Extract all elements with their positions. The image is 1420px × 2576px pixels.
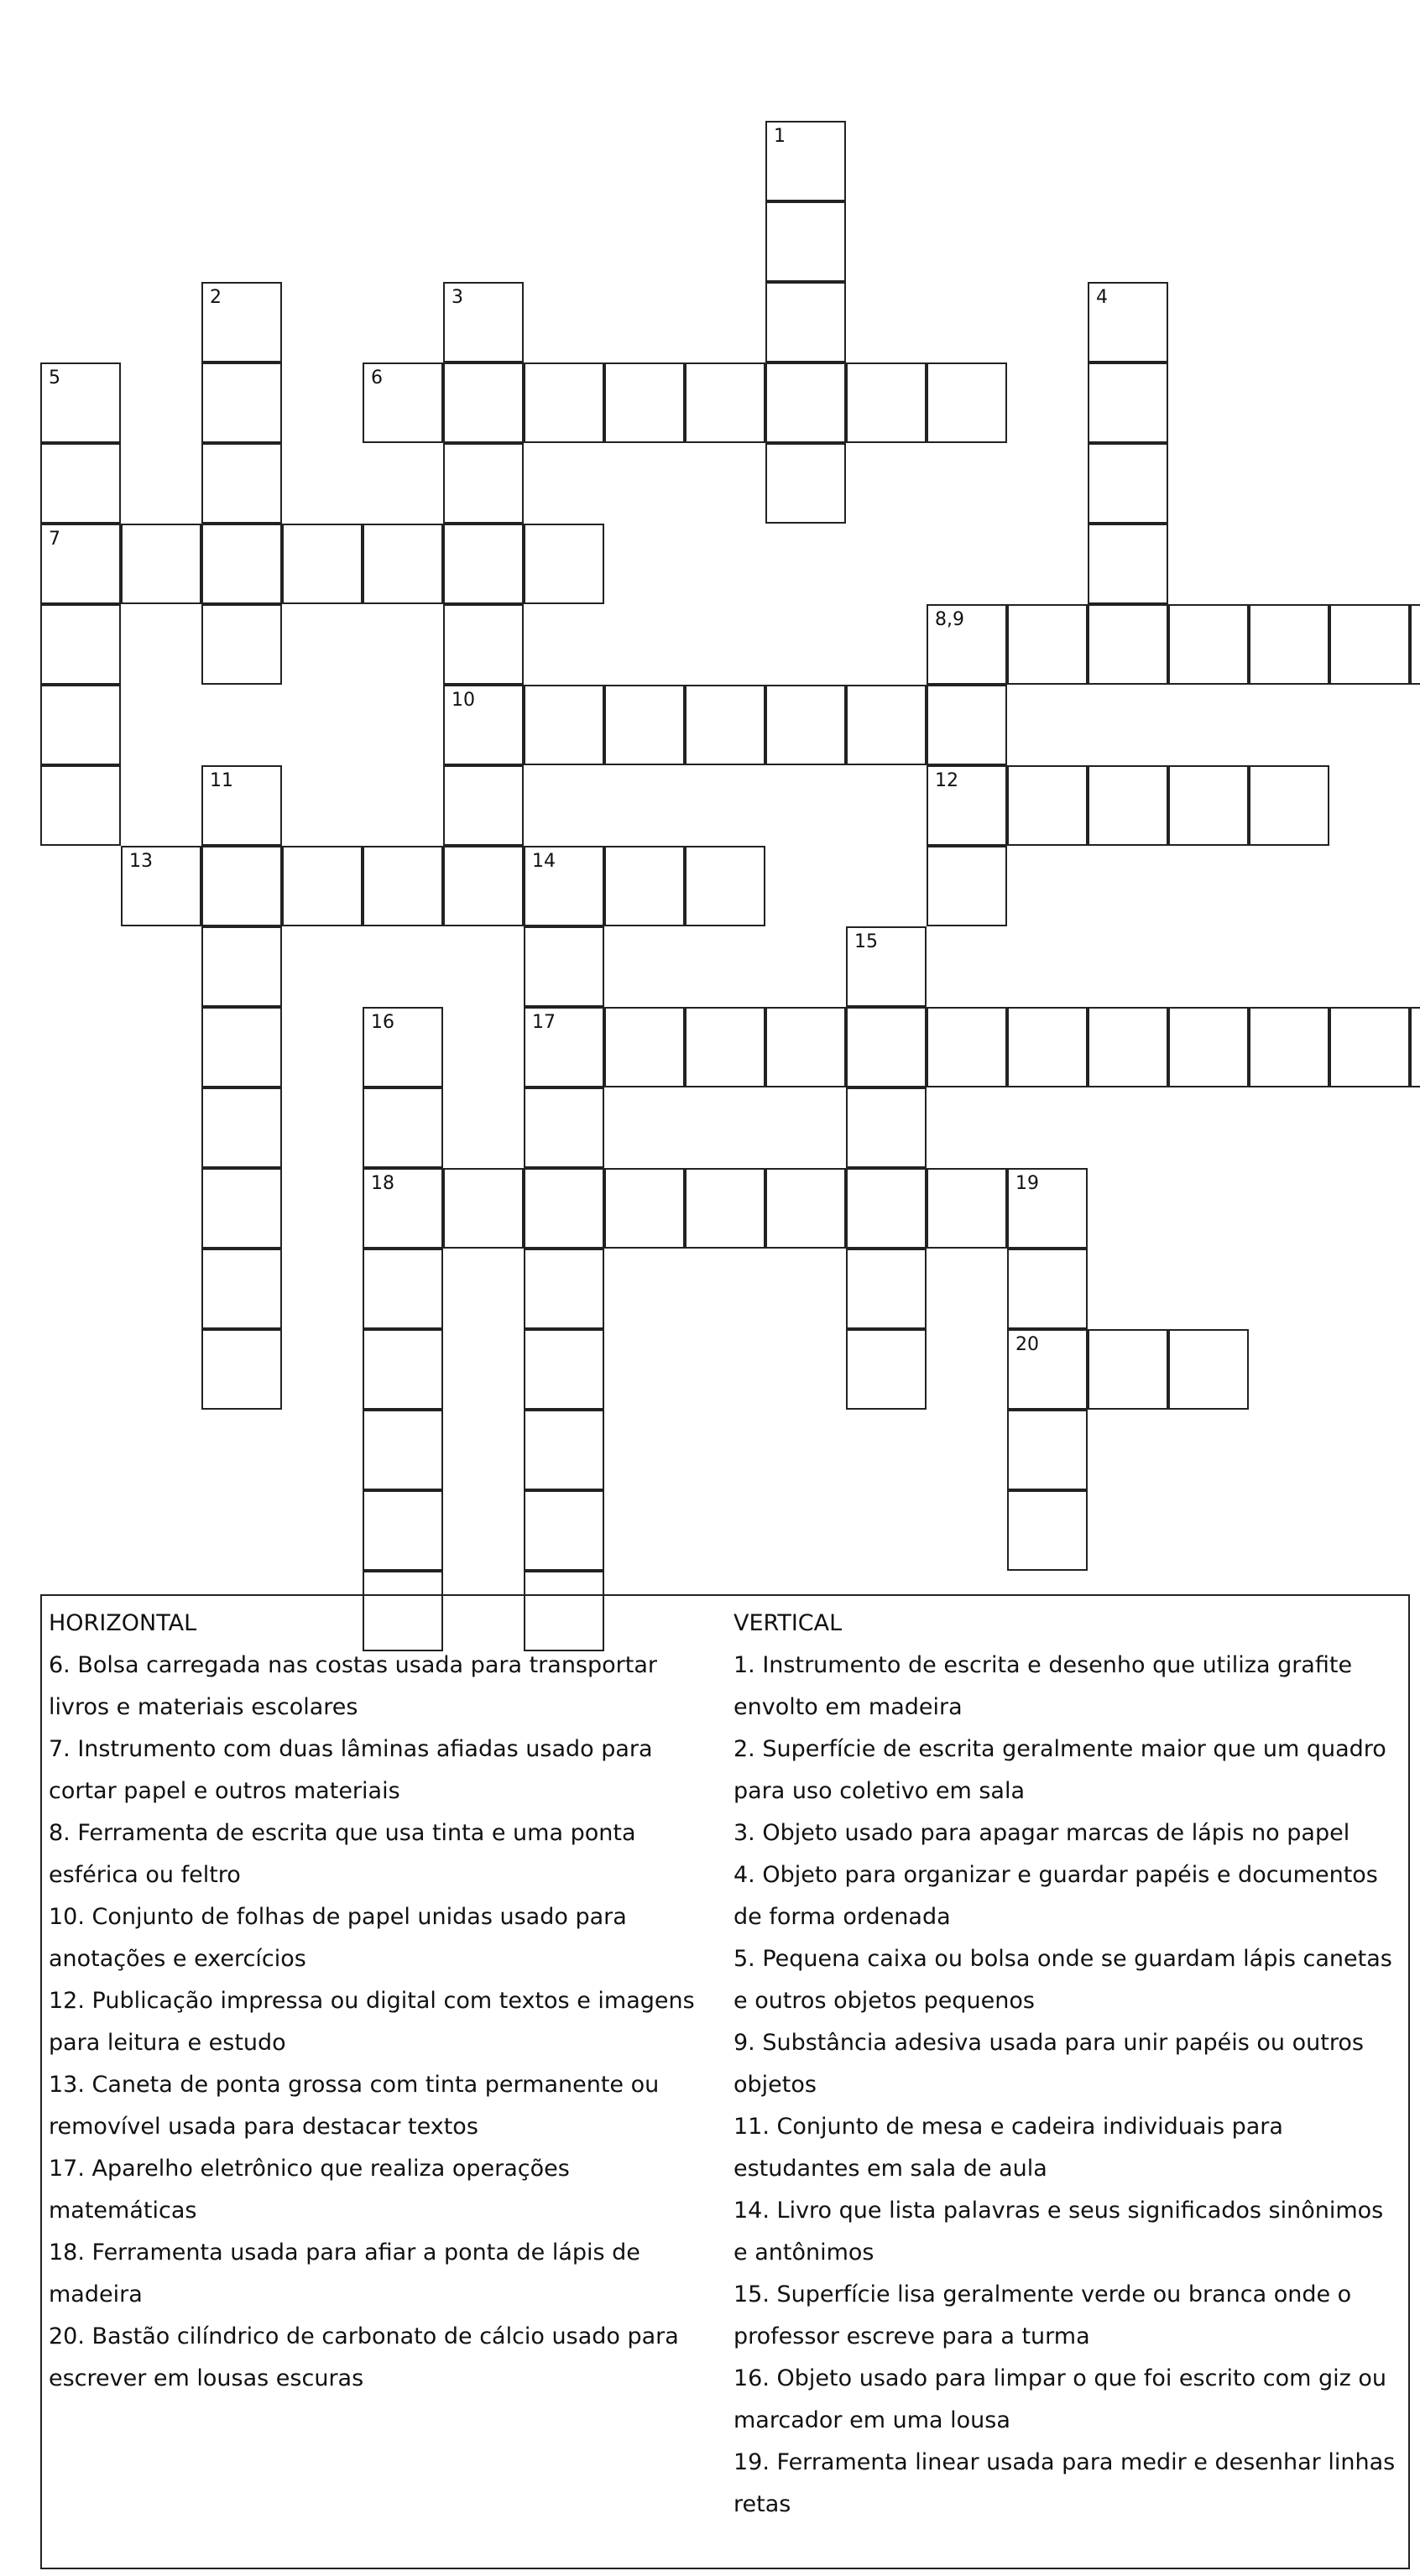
crossword-cell[interactable]: [524, 362, 604, 443]
crossword-cell[interactable]: [604, 846, 685, 926]
clue-v-14: 14. Livro que lista palavras e seus significados sinônimos e antônimos: [733, 2198, 1384, 2266]
crossword-cell[interactable]: [40, 685, 121, 765]
crossword-cell[interactable]: [765, 362, 846, 443]
clue-number: 4: [1096, 287, 1108, 308]
crossword-cell[interactable]: [1088, 1007, 1168, 1087]
crossword-cell-20[interactable]: [1007, 1329, 1088, 1410]
crossword-cell[interactable]: [1168, 765, 1249, 846]
crossword-cell[interactable]: [846, 1249, 927, 1329]
crossword-cell-7[interactable]: [40, 524, 121, 604]
crossword-cell[interactable]: [1007, 1490, 1088, 1571]
crossword-cell[interactable]: [1410, 604, 1420, 685]
clue-h-7: 7. Instrumento com duas lâminas afiadas usado para cortar papel e outros materiais: [49, 1736, 653, 1804]
crossword-cell[interactable]: [1007, 1249, 1088, 1329]
crossword-cell[interactable]: [1088, 524, 1168, 604]
clue-v-11: 11. Conjunto de mesa e cadeira individuais para estudantes em sala de aula: [733, 2114, 1283, 2182]
clue-number: 20: [1015, 1334, 1039, 1355]
crossword-cell[interactable]: [1007, 604, 1088, 685]
clue-v-3: 3. Objeto usado para apagar marcas de lápis no papel: [733, 1820, 1350, 1846]
crossword-cell[interactable]: [524, 1087, 604, 1168]
crossword-cell[interactable]: [282, 846, 363, 926]
crossword-cell[interactable]: [363, 1249, 443, 1329]
crossword-cell-8-9[interactable]: [927, 604, 1007, 685]
clue-number: 6: [371, 368, 383, 388]
crossword-cell[interactable]: [524, 1410, 604, 1490]
crossword-cell[interactable]: [846, 362, 927, 443]
horizontal-title: HORIZONTAL: [49, 1610, 197, 1636]
crossword-cell[interactable]: [201, 846, 282, 926]
clue-number: 10: [452, 690, 475, 711]
crossword-cell-2[interactable]: [201, 282, 282, 362]
clue-number: 5: [49, 368, 60, 388]
clue-number: 14: [532, 851, 556, 872]
crossword-cell-17[interactable]: [524, 1007, 604, 1087]
clue-v-19: 19. Ferramenta linear usada para medir e desenhar linhas retas: [733, 2449, 1396, 2517]
crossword-cell[interactable]: [201, 1087, 282, 1168]
crossword-cell[interactable]: [1088, 443, 1168, 524]
crossword-cell[interactable]: [846, 1329, 927, 1410]
crossword-cell-14[interactable]: [524, 846, 604, 926]
crossword-cell[interactable]: [524, 685, 604, 765]
clues-box: [40, 1594, 1410, 2569]
crossword-cell[interactable]: [1007, 1410, 1088, 1490]
crossword-cell[interactable]: [363, 1490, 443, 1571]
crossword-cell[interactable]: [1168, 1329, 1249, 1410]
crossword-cell[interactable]: [1249, 1007, 1329, 1087]
crossword-cell[interactable]: [40, 604, 121, 685]
clue-number: 8,9: [935, 609, 964, 630]
crossword-cell-3[interactable]: [443, 282, 524, 362]
crossword-cell[interactable]: [201, 604, 282, 685]
clue-v-5: 5. Pequena caixa ou bolsa onde se guardam lápis canetas e outros objetos pequenos: [733, 1946, 1392, 2014]
crossword-cell[interactable]: [927, 1007, 1007, 1087]
crossword-cell-13[interactable]: [121, 846, 201, 926]
clue-number: 18: [371, 1173, 394, 1194]
clue-h-17: 17. Aparelho eletrônico que realiza operações matemáticas: [49, 2156, 570, 2224]
clue-h-6: 6. Bolsa carregada nas costas usada para transportar livros e materiais escolares: [49, 1652, 657, 1720]
crossword-cell[interactable]: [363, 1087, 443, 1168]
crossword-cell[interactable]: [524, 1168, 604, 1249]
crossword-cell[interactable]: [927, 1168, 1007, 1249]
clue-number: 11: [210, 770, 233, 791]
crossword-cell[interactable]: [1088, 1329, 1168, 1410]
clue-number: 1: [774, 126, 786, 147]
crossword-cell[interactable]: [846, 685, 927, 765]
crossword-cell[interactable]: [685, 362, 765, 443]
crossword-cell[interactable]: [846, 1168, 927, 1249]
crossword-cell[interactable]: [121, 524, 201, 604]
crossword-cell[interactable]: [524, 1249, 604, 1329]
crossword-cell[interactable]: [604, 362, 685, 443]
clue-v-16: 16. Objeto usado para limpar o que foi escrito com giz ou marcador em uma lousa: [733, 2365, 1387, 2433]
crossword-cell[interactable]: [846, 1007, 927, 1087]
crossword-cell-1[interactable]: [765, 121, 846, 201]
crossword-cell[interactable]: [1168, 1007, 1249, 1087]
crossword-cell[interactable]: [927, 362, 1007, 443]
crossword-cell[interactable]: [201, 362, 282, 443]
crossword-cell-5[interactable]: [40, 362, 121, 443]
crossword-cell-11[interactable]: [201, 765, 282, 846]
crossword-cell[interactable]: [40, 443, 121, 524]
crossword-cell[interactable]: [40, 765, 121, 846]
crossword-cell[interactable]: [201, 1249, 282, 1329]
clue-number: 17: [532, 1012, 556, 1033]
crossword-cell[interactable]: [604, 685, 685, 765]
crossword-cell[interactable]: [685, 1168, 765, 1249]
crossword-cell[interactable]: [927, 846, 1007, 926]
clue-h-20: 20. Bastão cilíndrico de carbonato de cálcio usado para escrever em lousas escuras: [49, 2323, 679, 2391]
clue-number: 13: [129, 851, 153, 872]
crossword-cell[interactable]: [524, 524, 604, 604]
crossword-cell[interactable]: [201, 1329, 282, 1410]
crossword-cell[interactable]: [363, 1410, 443, 1490]
crossword-cell[interactable]: [1329, 604, 1410, 685]
horizontal-clues: [49, 1603, 712, 2400]
crossword-cell[interactable]: [765, 201, 846, 282]
crossword-cell[interactable]: [443, 524, 524, 604]
clue-v-2: 2. Superfície de escrita geralmente maior que um quadro para uso coletivo em sala: [733, 1736, 1386, 1804]
clue-number: 3: [452, 287, 463, 308]
crossword-cell[interactable]: [685, 685, 765, 765]
clue-number: 16: [371, 1012, 394, 1033]
clue-h-12: 12. Publicação impressa ou digital com textos e imagens para leitura e estudo: [49, 1988, 695, 2056]
crossword-cell[interactable]: [765, 443, 846, 524]
crossword-cell[interactable]: [201, 926, 282, 1007]
clue-v-9: 9. Substância adesiva usada para unir papéis ou outros objetos: [733, 2030, 1364, 2098]
crossword-cell[interactable]: [443, 765, 524, 846]
crossword-cell[interactable]: [604, 1168, 685, 1249]
clue-v-4: 4. Objeto para organizar e guardar papéis e documentos de forma ordenada: [733, 1862, 1378, 1930]
crossword-cell[interactable]: [604, 1007, 685, 1087]
crossword-cell[interactable]: [1249, 765, 1329, 846]
crossword-cell[interactable]: [846, 1087, 927, 1168]
crossword-cell-19[interactable]: [1007, 1168, 1088, 1249]
vertical-title: VERTICAL: [733, 1610, 843, 1636]
crossword-cell[interactable]: [765, 1007, 846, 1087]
crossword-cell[interactable]: [765, 685, 846, 765]
crossword-cell[interactable]: [363, 1329, 443, 1410]
crossword-cell[interactable]: [443, 604, 524, 685]
clue-h-13: 13. Caneta de ponta grossa com tinta permanente ou removível usada para destacar textos: [49, 2072, 660, 2140]
clue-number: 7: [49, 529, 60, 550]
crossword-cell-15[interactable]: [846, 926, 927, 1007]
crossword-cell[interactable]: [1088, 604, 1168, 685]
crossword-cell[interactable]: [443, 443, 524, 524]
crossword-cell-16[interactable]: [363, 1007, 443, 1087]
crossword-cell[interactable]: [1329, 1007, 1410, 1087]
crossword-cell[interactable]: [524, 1329, 604, 1410]
crossword-cell[interactable]: [927, 685, 1007, 765]
crossword-cell[interactable]: [201, 443, 282, 524]
clue-v-15: 15. Superfície lisa geralmente verde ou branca onde o professor escreve para a turma: [733, 2281, 1352, 2349]
crossword-cell[interactable]: [201, 1007, 282, 1087]
crossword-cell[interactable]: [363, 846, 443, 926]
clue-number: 19: [1015, 1173, 1039, 1194]
crossword-cell[interactable]: [1410, 1007, 1420, 1087]
crossword-cell[interactable]: [1249, 604, 1329, 685]
crossword-cell[interactable]: [282, 524, 363, 604]
crossword-cell[interactable]: [1088, 362, 1168, 443]
crossword-cell-10[interactable]: [443, 685, 524, 765]
crossword-cell[interactable]: [685, 846, 765, 926]
crossword-cell-18[interactable]: [363, 1168, 443, 1249]
crossword-cell[interactable]: [1007, 1007, 1088, 1087]
clue-h-18: 18. Ferramenta usada para afiar a ponta de lápis de madeira: [49, 2240, 640, 2307]
crossword-cell-12[interactable]: [927, 765, 1007, 846]
crossword-cell[interactable]: [443, 1168, 524, 1249]
crossword-cell[interactable]: [685, 1007, 765, 1087]
crossword-cell[interactable]: [443, 846, 524, 926]
vertical-clues: [733, 1603, 1397, 2526]
crossword-cell[interactable]: [1007, 765, 1088, 846]
clue-h-8: 8. Ferramenta de escrita que usa tinta e uma ponta esférica ou feltro: [49, 1820, 636, 1888]
clue-number: 2: [210, 287, 222, 308]
clue-number: 12: [935, 770, 958, 791]
crossword-cell[interactable]: [1088, 765, 1168, 846]
crossword-cell[interactable]: [201, 524, 282, 604]
crossword-cell[interactable]: [765, 1168, 846, 1249]
clue-h-10: 10. Conjunto de folhas de papel unidas usado para anotações e exercícios: [49, 1904, 627, 1972]
crossword-cell[interactable]: [1168, 604, 1249, 685]
crossword-cell[interactable]: [201, 1168, 282, 1249]
crossword-cell-6[interactable]: [363, 362, 443, 443]
crossword-cell-4[interactable]: [1088, 282, 1168, 362]
crossword-cell[interactable]: [443, 362, 524, 443]
crossword-cell[interactable]: [524, 1490, 604, 1571]
crossword-cell[interactable]: [363, 524, 443, 604]
clue-number: 15: [854, 931, 878, 952]
clue-v-1: 1. Instrumento de escrita e desenho que utiliza grafite envolto em madeira: [733, 1652, 1353, 1720]
crossword-cell[interactable]: [524, 926, 604, 1007]
crossword-cell[interactable]: [765, 282, 846, 362]
